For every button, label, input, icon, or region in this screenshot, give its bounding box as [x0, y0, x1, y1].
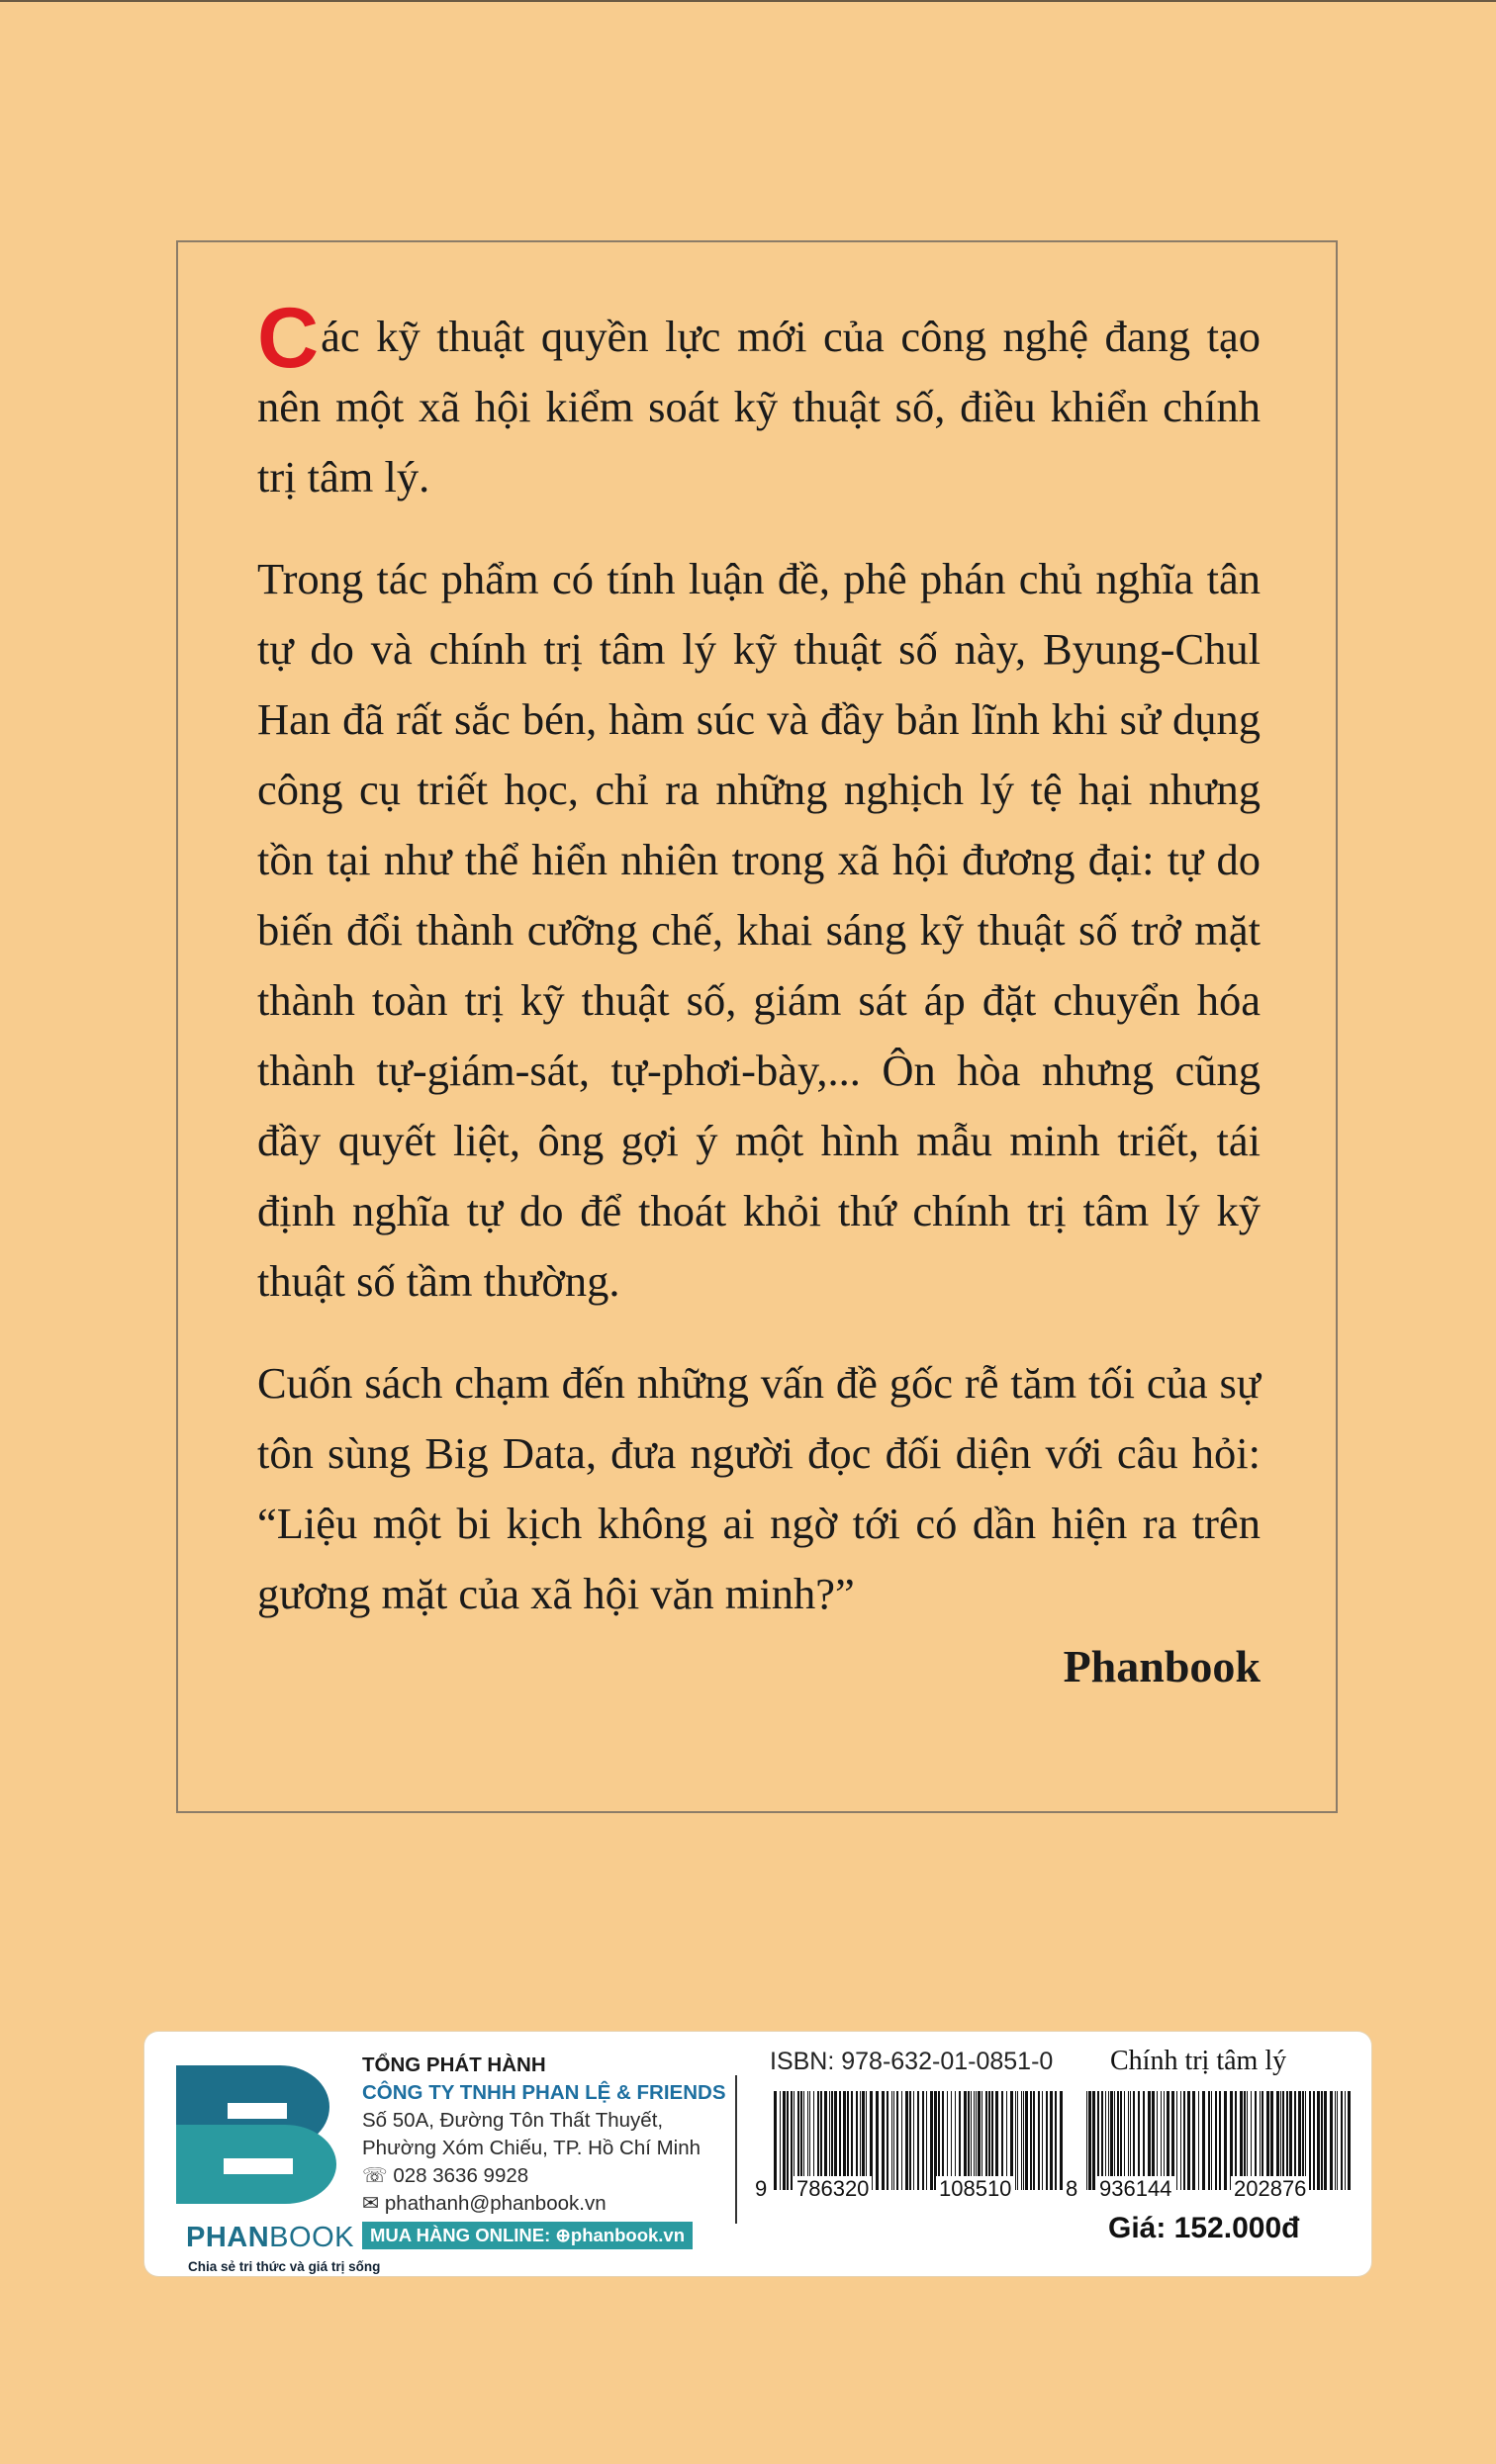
email-address: phathanh@phanbook.vn [384, 2192, 607, 2215]
isbn-digits-left: 786320 [794, 2176, 872, 2202]
barcode-bar [968, 2091, 970, 2190]
barcode-bar [1235, 2091, 1237, 2190]
barcode-bar [1280, 2091, 1281, 2190]
barcode-bar [1230, 2091, 1233, 2190]
globe-icon: ⊕ [555, 2225, 571, 2245]
distributor-heading: TỔNG PHÁT HÀNH [362, 2053, 546, 2076]
barcode-bar [1152, 2091, 1155, 2190]
barcode-bar [995, 2091, 998, 2190]
barcode-bar [824, 2091, 827, 2190]
barcode-bar [947, 2091, 948, 2190]
barcode-bar [971, 2091, 972, 2190]
barcode-bar [1244, 2091, 1246, 2190]
online-site: phanbook.vn [570, 2225, 686, 2245]
barcode-bar [922, 2091, 924, 2190]
barcode-bar [942, 2091, 944, 2190]
barcode-bar [809, 2091, 810, 2190]
barcode-bar [860, 2091, 861, 2190]
barcode-bar [780, 2091, 781, 2190]
barcode-bar [797, 2091, 799, 2190]
barcode-bar [1025, 2091, 1028, 2190]
signature: Phanbook [1063, 1641, 1261, 1691]
phanbook-logo [166, 2055, 381, 2274]
barcode-bar [1321, 2091, 1323, 2190]
barcode-bar [1211, 2091, 1212, 2190]
barcode-bar [1187, 2091, 1190, 2190]
isbn-digits-right: 108510 [936, 2176, 1014, 2202]
email-row [362, 2190, 726, 2218]
barcode-bar [787, 2091, 789, 2190]
phone-icon: ☏ [362, 2164, 388, 2187]
barcode-bar [974, 2091, 975, 2190]
online-shop-banner[interactable] [362, 2222, 693, 2249]
barcode-bar [831, 2091, 833, 2190]
barcode-bar [896, 2091, 898, 2190]
barcode-bar [913, 2091, 914, 2190]
barcode-bar [1192, 2091, 1195, 2190]
brand-slogan: Chia sẻ tri thức và giá trị sống [188, 2259, 381, 2274]
barcode-bar [978, 2091, 981, 2190]
barcode-bar [959, 2091, 961, 2190]
barcode-bar [1114, 2091, 1115, 2190]
barcode-bar [1088, 2091, 1091, 2190]
barcode-bar [1337, 2091, 1338, 2190]
barcode-bar [1262, 2091, 1263, 2190]
barcode-bar [1055, 2091, 1057, 2190]
barcode-bar [1050, 2091, 1053, 2190]
isbn-label: ISBN: 978-632-01-0851-0 [770, 2048, 1054, 2075]
barcode-bar [847, 2091, 849, 2190]
barcode-bar [794, 2091, 795, 2190]
barcode-bar [829, 2091, 830, 2190]
barcode-bar [1157, 2091, 1158, 2190]
barcode-bar [1092, 2091, 1095, 2190]
barcode-bar [1120, 2091, 1122, 2190]
barcode-bar [1180, 2091, 1181, 2190]
barcode-bar [856, 2091, 858, 2190]
barcode-bar [800, 2091, 802, 2190]
barcode-bar [893, 2091, 894, 2190]
barcode-bar [1143, 2091, 1145, 2190]
barcode-bar [1289, 2091, 1292, 2190]
barcode-bar [817, 2091, 819, 2190]
barcode-bar [1341, 2091, 1343, 2190]
barcode-bar [909, 2091, 911, 2190]
barcode-bar [876, 2091, 879, 2190]
barcode-bar [834, 2091, 837, 2190]
barcode-bar [1110, 2091, 1113, 2190]
barcode-bar [870, 2091, 873, 2190]
blurb-box [176, 240, 1338, 1813]
blurb-paragraph-2: Trong tác phẩm có tính luận đề, phê phán chủ nghĩa tân tự do và chính trị tâm lý kỹ thuật số này, Byung-Chul Han đã rất sắc bén, hàm súc và đầy bản lĩnh khi sử dụng công cụ triết học, chỉ ra những nghịch lý tệ hại nhưng tồn tại như thể hiển nhiên trong xã hội đương đại: tự do biến đổi thành cưỡng chế, khai sáng kỹ thuật số trở mặt thành toàn trị kỹ thuật số, giám sát áp đặt chuyển hóa thành tự-giám-sát, tự-phơi-bày,... Ôn hòa nhưng cũng đầy quyết liệt, ông gợi ý một hình mẫu minh triết, tái định nghĩa tự do để thoát khỏi thứ chính trị tâm lý kỹ thuật số tầm thường. [257, 554, 1261, 1306]
barcode-bar [985, 2091, 987, 2190]
barcode-bar [955, 2091, 956, 2190]
barcode-bar [1215, 2091, 1217, 2190]
barcode-bar [1255, 2091, 1257, 2190]
barcode-bar [813, 2091, 814, 2190]
book-title-small: Chính trị tâm lý [1110, 2046, 1287, 2076]
barcode-bar [930, 2091, 933, 2190]
barcode-bar [1086, 2091, 1087, 2190]
barcode-bar [807, 2091, 808, 2190]
barcode-bar [1108, 2091, 1109, 2190]
barcode-bar [1030, 2091, 1032, 2190]
barcode-bar [891, 2091, 892, 2190]
barcode-bar [934, 2091, 937, 2190]
barcode-bar [1260, 2091, 1261, 2190]
barcode-bar [1294, 2091, 1296, 2190]
online-label: MUA HÀNG ONLINE: [370, 2225, 551, 2245]
barcode-bar [1097, 2091, 1099, 2190]
barcode-bar [1317, 2091, 1320, 2190]
publisher-card [144, 2032, 1371, 2276]
barcode-bar [791, 2091, 793, 2190]
barcode-bar [964, 2091, 967, 2190]
address-line-1: Số 50A, Đường Tôn Thất Thuyết, [362, 2109, 664, 2132]
barcode-bar [917, 2091, 919, 2190]
barcode-bar [1017, 2091, 1018, 2190]
barcode-bar [1305, 2091, 1306, 2190]
barcode-bar [1348, 2091, 1351, 2190]
barcode-bar [1130, 2091, 1131, 2190]
blurb-paragraph-1-text: ác kỹ thuật quyền lực mới của công nghệ đang tạo nên một xã hội kiểm soát kỹ thuật số, điều khiển chính trị tâm lý. [257, 312, 1261, 502]
brand-name [186, 2222, 354, 2254]
barcode-bar [976, 2091, 977, 2190]
barcode-bar [1138, 2091, 1140, 2190]
barcode-bar [1171, 2091, 1174, 2190]
mail-icon: ✉ [362, 2192, 380, 2215]
barcode-bar [905, 2091, 908, 2190]
barcode-bar [839, 2091, 841, 2190]
barcode-bar [1167, 2091, 1169, 2190]
barcode-bar [901, 2091, 902, 2190]
company-name: CÔNG TY TNHH PHAN LỆ & FRIENDS [362, 2081, 726, 2104]
product-digit-lead: 8 [1063, 2176, 1080, 2202]
barcode-bar [1124, 2091, 1125, 2190]
barcode-bar [1298, 2091, 1301, 2190]
barcode-bar [1117, 2091, 1119, 2190]
blurb-paragraph-3: Cuốn sách chạm đến những vấn đề gốc rễ tăm tối của sự tôn sùng Big Data, đưa người đọc đối diện với câu hỏi: “Liệu một bi kịch không ai ngờ tới có dần hiện ra trên gương mặt của xã hội văn minh?” [257, 1358, 1261, 1618]
phone-number: 028 3636 9928 [393, 2164, 529, 2187]
barcode-bar [887, 2091, 888, 2190]
barcode-bar [1128, 2091, 1129, 2190]
barcode-bar [951, 2091, 952, 2190]
barcode-bar [862, 2091, 865, 2190]
barcode-bar [1105, 2091, 1106, 2190]
barcode-bar [1302, 2091, 1304, 2190]
barcode-bar [1286, 2091, 1288, 2190]
barcode-bar [1006, 2091, 1007, 2190]
barcode-bar [938, 2091, 940, 2190]
barcode-bar [991, 2091, 993, 2190]
barcode-bar [1164, 2091, 1165, 2190]
barcode-bar [1176, 2091, 1177, 2190]
blurb-content [257, 291, 1261, 1701]
barcode-bar [1001, 2091, 1003, 2190]
barcode-bar [843, 2091, 846, 2190]
barcode-bar [783, 2091, 786, 2190]
barcode-bar [1219, 2091, 1221, 2190]
barcode-bar [1161, 2091, 1162, 2190]
barcode-bar [1224, 2091, 1227, 2190]
barcode-bar [882, 2091, 885, 2190]
barcode-bar [866, 2091, 867, 2190]
barcode-bar [1198, 2091, 1199, 2190]
barcode-bar [988, 2091, 990, 2190]
barcode-bar [1021, 2091, 1022, 2190]
barcode-bar [1010, 2091, 1013, 2190]
product-digits-right: 202876 [1231, 2176, 1309, 2202]
barcode-bar [1335, 2091, 1336, 2190]
barcode-bar [1183, 2091, 1185, 2190]
barcode-bar [1330, 2091, 1333, 2190]
barcode-bar [1313, 2091, 1315, 2190]
barcode-bar [1202, 2091, 1205, 2190]
barcode-bar [1270, 2091, 1273, 2190]
brand-sub: BOOK [269, 2222, 354, 2253]
barcode-bar [803, 2091, 804, 2190]
barcode-bar [851, 2091, 853, 2190]
publisher-info [362, 2052, 726, 2249]
brand-main: PHAN [186, 2222, 270, 2253]
barcode-bar [1038, 2091, 1040, 2190]
barcode-bar [820, 2091, 822, 2190]
barcode-bar [1282, 2091, 1284, 2190]
barcode-bar [1266, 2091, 1269, 2190]
barcode-bar [1060, 2091, 1063, 2190]
barcode-bar [1023, 2091, 1024, 2190]
card-divider [735, 2075, 737, 2224]
barcode-bar [774, 2091, 777, 2190]
barcode-bar [1345, 2091, 1346, 2190]
barcode-bar [1015, 2091, 1016, 2190]
blurb-paragraph-1 [257, 291, 1261, 512]
barcode-bar [1251, 2091, 1252, 2190]
barcode-bar [1276, 2091, 1279, 2190]
top-border-line [0, 0, 1496, 2]
phone-row [362, 2162, 726, 2190]
barcode-bar [926, 2091, 927, 2190]
barcode-bar [1240, 2091, 1243, 2190]
address-line-2: Phường Xóm Chiếu, TP. Hồ Chí Minh [362, 2137, 701, 2159]
barcode-bar [1042, 2091, 1043, 2190]
barcode-bar [1046, 2091, 1048, 2190]
barcode-bar [1133, 2091, 1135, 2190]
phanbook-logo-icon [166, 2055, 344, 2214]
barcode-bar [1324, 2091, 1327, 2190]
drop-cap: C [257, 291, 320, 386]
barcode-bar [1101, 2091, 1103, 2190]
barcode-bar [1247, 2091, 1248, 2190]
barcode-bar [1309, 2091, 1311, 2190]
product-digits-left: 936144 [1096, 2176, 1174, 2202]
barcode-bar [1033, 2091, 1035, 2190]
isbn-digit-lead: 9 [752, 2176, 770, 2202]
barcode-bar [1148, 2091, 1151, 2190]
price: Giá: 152.000đ [1108, 2212, 1300, 2244]
barcode-bar [1208, 2091, 1210, 2190]
